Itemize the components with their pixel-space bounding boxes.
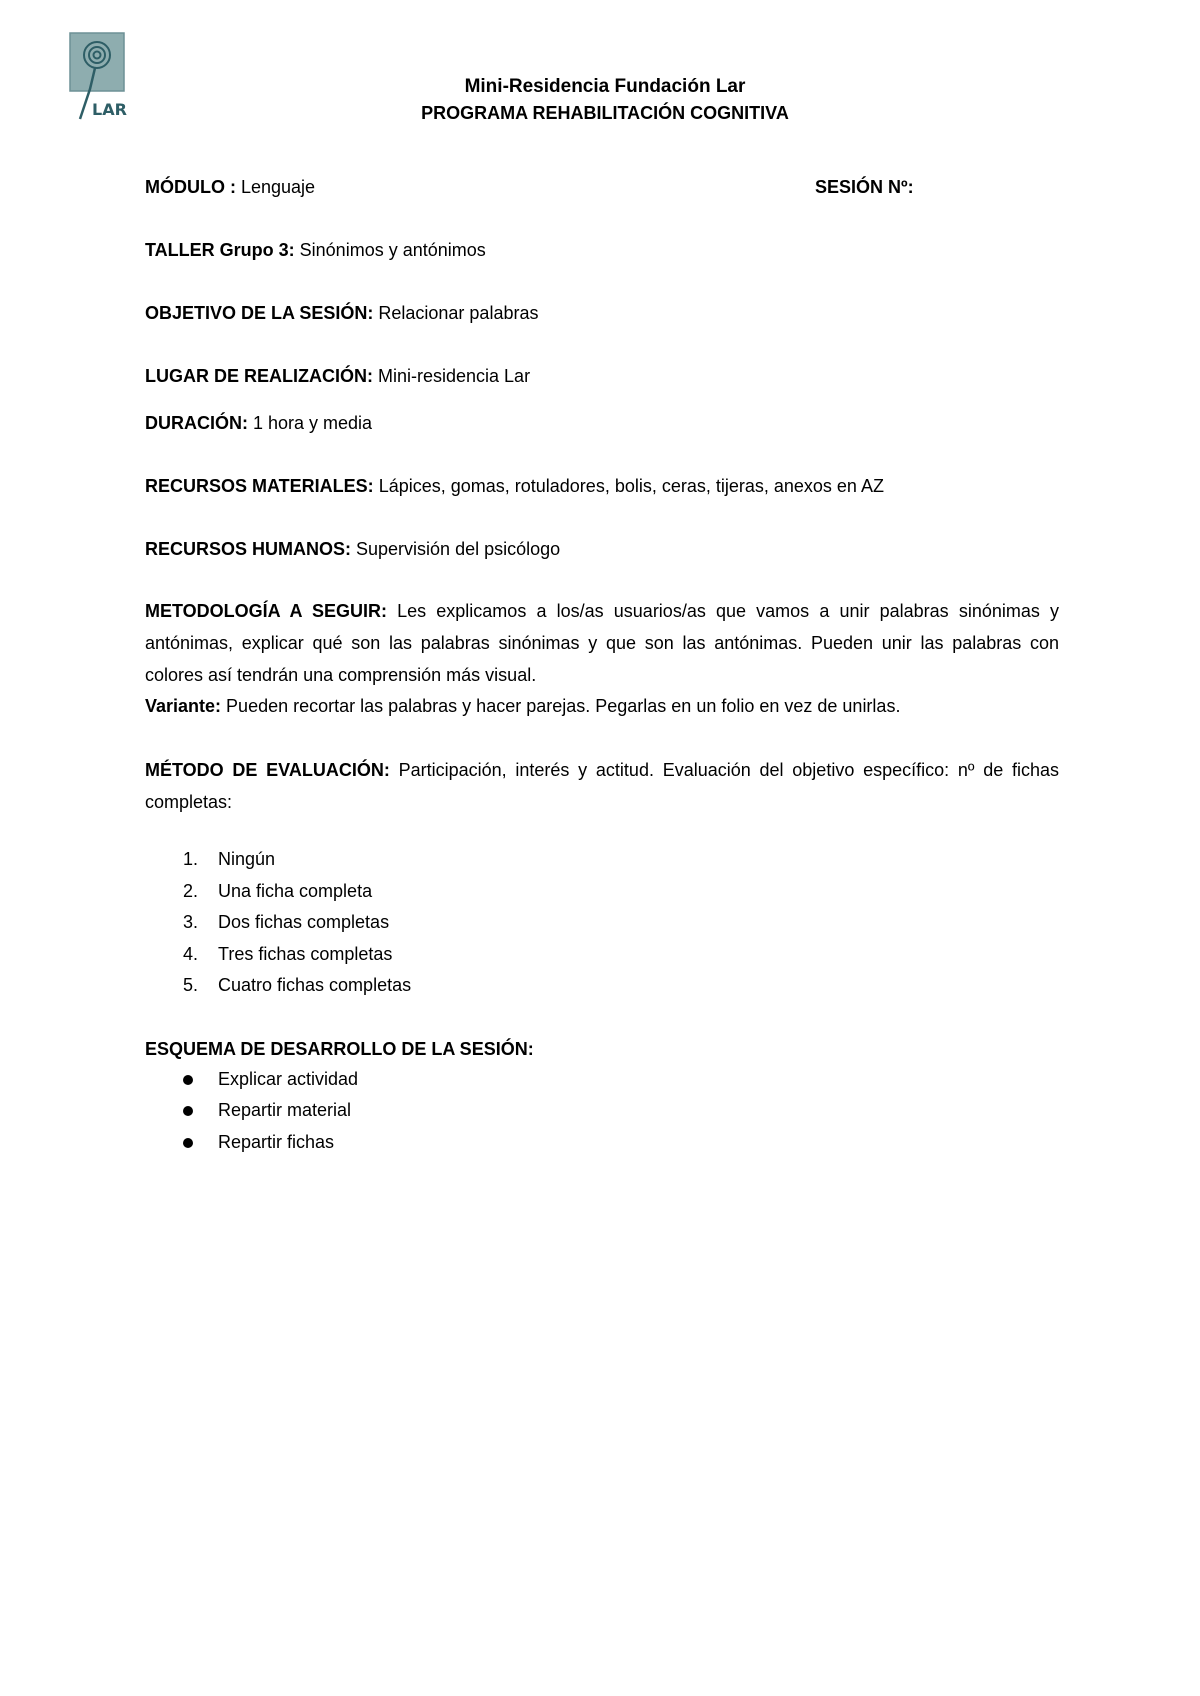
institution-title: Mini-Residencia Fundación Lar <box>464 76 746 97</box>
duracion-row <box>145 408 1059 438</box>
modulo-row <box>145 172 1059 202</box>
sesion-label: SESIÓN Nº: <box>815 177 914 197</box>
list-item <box>145 876 1059 908</box>
taller-value: Sinónimos y antónimos <box>294 240 486 260</box>
metodo-evaluacion-paragraph <box>145 754 1059 818</box>
list-text: Explicar actividad <box>218 1068 359 1089</box>
list-number: 1. <box>183 849 199 869</box>
modulo-value: Lenguaje <box>235 177 316 197</box>
metodo-evaluacion-value: Participación, interés y actitud. Evaluación del objetivo específico: nº de fichas completas: <box>145 760 1059 812</box>
recursos-materiales-row <box>145 471 1059 501</box>
duracion-label: DURACIÓN: <box>145 413 248 433</box>
lugar-label: LUGAR DE REALIZACIÓN: <box>145 366 373 386</box>
list-item <box>145 1127 1059 1159</box>
metodologia-paragraph <box>145 595 1059 691</box>
recursos-materiales-label: RECURSOS MATERIALES: <box>145 476 374 496</box>
objetivo-row <box>145 298 1059 328</box>
metodologia-label: METODOLOGÍA A SEGUIR: <box>145 601 387 621</box>
list-item <box>145 907 1059 939</box>
recursos-humanos-label: RECURSOS HUMANOS: <box>145 539 352 559</box>
list-item <box>145 1064 1059 1096</box>
list-text: Repartir material <box>218 1100 352 1120</box>
variante-label: Variante: <box>145 696 222 716</box>
recursos-humanos-row <box>145 534 1059 564</box>
list-text: Cuatro fichas completas <box>218 975 412 995</box>
list-item <box>145 844 1059 876</box>
duracion-value: 1 hora y media <box>248 413 373 433</box>
program-title: PROGRAMA REHABILITACIÓN COGNITIVA <box>421 103 789 123</box>
taller-label: TALLER Grupo 3: <box>145 240 295 260</box>
list-text: Una ficha completa <box>218 880 373 901</box>
taller-row <box>145 235 1059 265</box>
list-number: 3. <box>183 912 199 932</box>
list-number: 4. <box>183 943 199 964</box>
list-text: Dos fichas completas <box>218 912 390 932</box>
lugar-value: Mini-residencia Lar <box>373 366 531 386</box>
bullet-icon <box>183 1106 193 1116</box>
variante-value: Pueden recortar las palabras y hacer parejas. Pegarlas en un folio en vez de unirlas. <box>221 696 901 716</box>
bullet-icon <box>183 1075 193 1085</box>
recursos-humanos-value: Supervisión del psicólogo <box>351 539 561 559</box>
modulo-label: MÓDULO : <box>145 177 236 197</box>
lugar-row <box>145 361 1059 391</box>
list-item <box>145 1095 1059 1127</box>
variante-row <box>145 691 1059 721</box>
list-item <box>145 970 1059 1002</box>
list-text: Ningún <box>218 849 276 869</box>
list-number: 2. <box>183 880 199 901</box>
objetivo-value: Relacionar palabras <box>373 303 539 323</box>
list-item <box>145 939 1059 971</box>
list-number: 5. <box>183 975 199 995</box>
metodo-evaluacion-label: MÉTODO DE EVALUACIÓN: <box>145 760 390 780</box>
bullet-icon <box>183 1138 193 1148</box>
metodologia-value: Les explicamos a los/as usuarios/as que vamos a unir palabras sinónimas y antónimas, explicar qué son las palabras sinónimas y que son las antónimas. Pueden unir las palabras con colores así tendrán una comprensión más visual. <box>145 601 1060 685</box>
evaluation-list <box>145 844 1059 1002</box>
esquema-title: ESQUEMA DE DESARROLLO DE LA SESIÓN: <box>145 1038 534 1059</box>
logo-text: LAR <box>92 100 127 119</box>
esquema-list <box>145 1064 1059 1159</box>
list-text: Repartir fichas <box>218 1131 335 1152</box>
document-body <box>145 172 1059 1158</box>
recursos-materiales-value: Lápices, gomas, rotuladores, bolis, ceras, tijeras, anexos en AZ <box>373 476 884 496</box>
objetivo-label: OBJETIVO DE LA SESIÓN: <box>145 303 374 323</box>
list-text: Tres fichas completas <box>218 943 393 964</box>
document-header <box>0 74 1200 126</box>
